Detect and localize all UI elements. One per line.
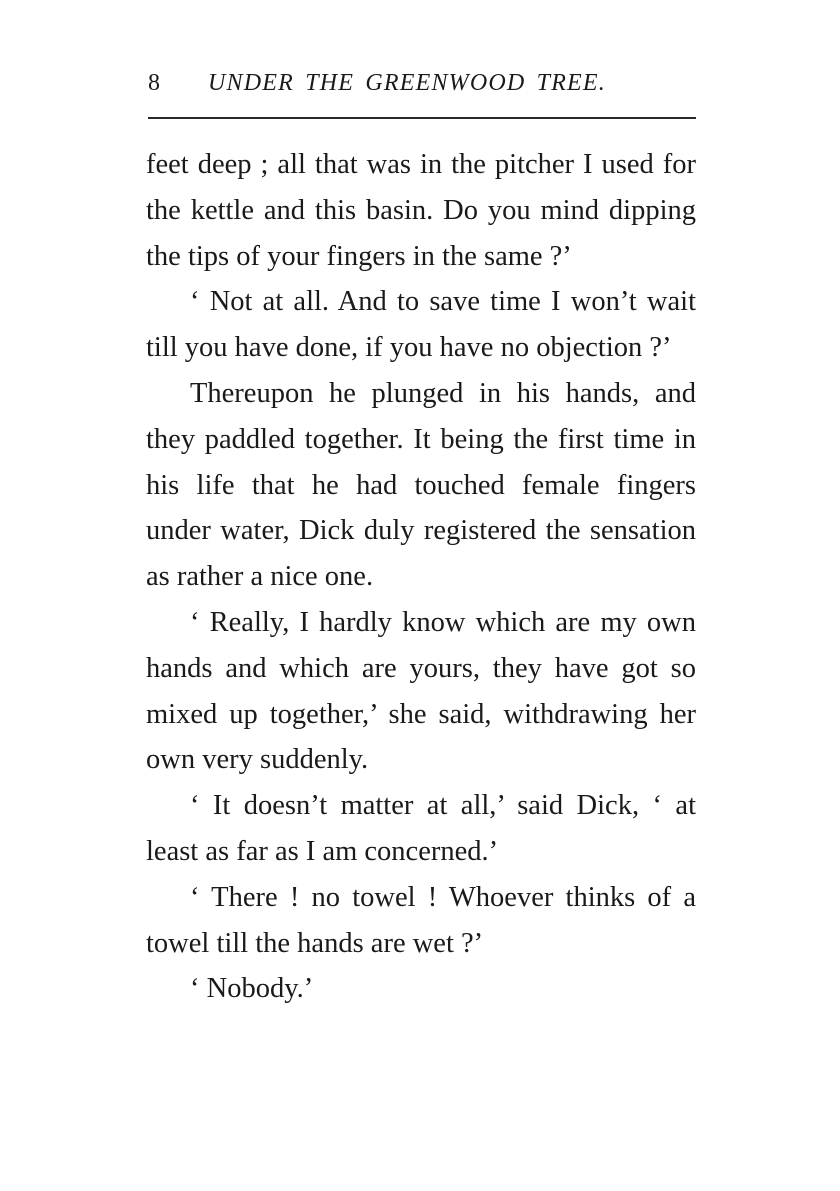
paragraph: ‘ It doesn’t matter at all,’ said Dick, ‘ at least as far as I am concerned.’ [146, 790, 696, 867]
header-rule [148, 117, 696, 119]
paragraph: ‘ Not at all. And to save time I won’t wait till you have done, if you have no objection ?’ [146, 286, 696, 364]
body-text [146, 142, 696, 1012]
paragraph: feet deep ; all that was in the pitcher I used for the kettle and this basin. Do you mind dipping the tips of your fingers in the same ?’ [146, 149, 696, 272]
paragraph: Thereupon he plunged in his hands, and they paddled together. It being the first time in his life that he had touched female fingers under water, Dick duly registered the sensation as rather a nice one. [146, 377, 696, 593]
running-head [148, 66, 696, 106]
page-number: 8 [148, 70, 162, 96]
paragraph: ‘ Really, I hardly know which are my own hands and which are yours, they have got so mixed up together,’ she said, withdrawing her own very suddenly. [146, 606, 696, 776]
paragraph: ‘ Nobody.’ [190, 973, 314, 1005]
running-title: UNDER THE GREENWOOD TREE. [208, 70, 606, 96]
paragraph: ‘ There ! no towel ! Whoever thinks of a towel till the hands are wet ?’ [146, 881, 696, 959]
